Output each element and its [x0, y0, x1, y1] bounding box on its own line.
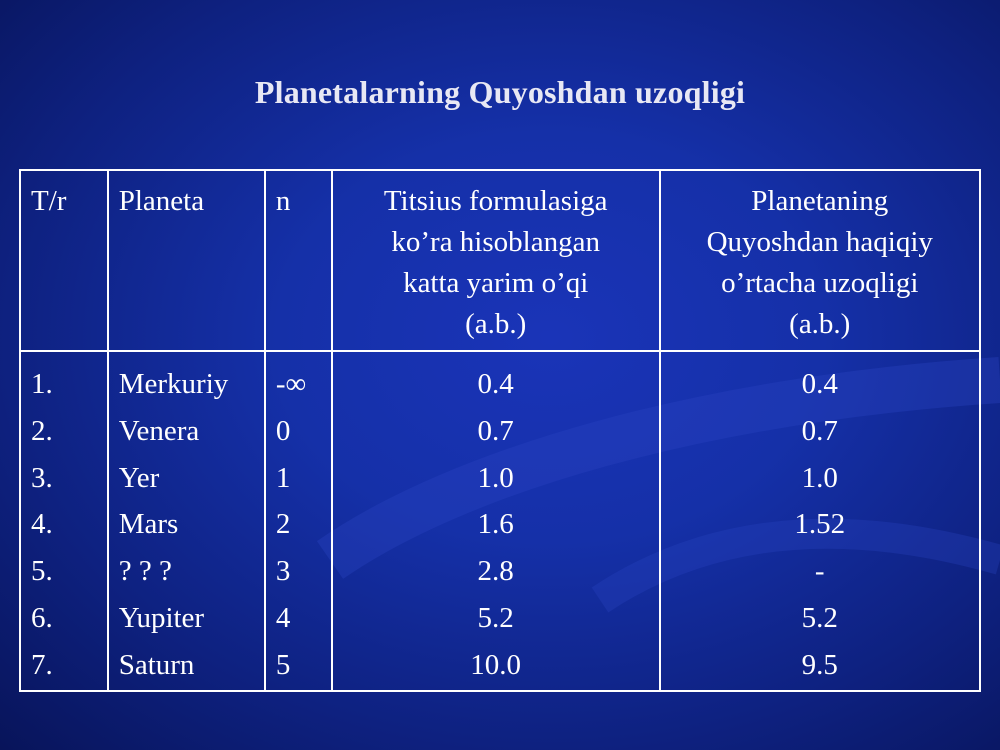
tr-cell: 3.: [31, 461, 53, 494]
tr-cell: 7.: [31, 648, 53, 681]
planeta-cell: Yer: [118, 461, 160, 494]
haqiqiy-cell: 0.7: [801, 414, 838, 447]
header-haqiqiy-line: (a.b.): [789, 308, 851, 340]
haqiqiy-cell: 1.0: [801, 461, 838, 494]
tr-cell: 4.: [31, 508, 53, 541]
header-haqiqiy-line: o’rtacha uzoqligi: [721, 267, 919, 299]
haqiqiy-cell: -: [814, 555, 825, 588]
planet-distance-table: [19, 169, 981, 692]
n-cell: 2: [275, 508, 291, 541]
planeta-cell: Merkuriy: [118, 368, 229, 400]
titsius-cell: 1.0: [477, 461, 514, 494]
slide-title: Planetalarning Quyoshdan uzoqligi: [254, 74, 746, 110]
header-titsius-line: katta yarim o’qi: [403, 267, 589, 299]
titsius-cell: 5.2: [477, 601, 514, 634]
header-tr: T/r: [20, 170, 108, 351]
tr-cell: 5.: [31, 555, 53, 588]
column-titsius: [332, 351, 660, 691]
planeta-cell: Saturn: [118, 648, 195, 681]
column-tr: [20, 351, 108, 691]
n-cell: 1: [275, 461, 291, 494]
header-haqiqiy-line: Quyoshdan haqiqiy: [706, 226, 933, 258]
titsius-cell: 1.6: [477, 508, 514, 541]
n-cell: -∞: [275, 368, 307, 400]
header-titsius-line: ko’ra hisoblangan: [391, 226, 600, 258]
header-titsius-line: (a.b.): [465, 308, 527, 340]
n-cell: 0: [275, 414, 291, 447]
n-cell: 4: [275, 601, 291, 634]
n-cell: 3: [275, 555, 291, 588]
table-body-row: [20, 351, 980, 691]
titsius-cell: 0.7: [477, 414, 514, 447]
column-n: [265, 351, 332, 691]
titsius-cell: 2.8: [477, 555, 514, 588]
table-header-row: [20, 170, 980, 351]
haqiqiy-cell: 1.52: [794, 508, 846, 541]
header-titsius-line: Titsius formulasiga: [383, 185, 608, 217]
tr-cell: 1.: [31, 368, 53, 400]
titsius-cell: 10.0: [470, 648, 522, 681]
haqiqiy-cell: 0.4: [801, 368, 838, 400]
titsius-cell: 0.4: [477, 368, 514, 400]
n-cell: 5: [275, 648, 291, 681]
tr-cell: 2.: [31, 414, 53, 447]
planeta-cell: Mars: [118, 508, 179, 541]
haqiqiy-cell: 9.5: [801, 648, 838, 681]
planeta-cell: Venera: [118, 414, 200, 447]
tr-cell: 6.: [31, 601, 53, 634]
column-haqiqiy: [660, 351, 981, 691]
header-planeta: Planeta: [108, 170, 265, 351]
planeta-cell: Yupiter: [118, 601, 205, 634]
planeta-cell: ? ? ?: [118, 555, 172, 588]
header-titsius: [332, 170, 660, 351]
header-haqiqiy: [660, 170, 981, 351]
column-planeta: [108, 351, 265, 691]
header-n: n: [265, 170, 332, 351]
header-haqiqiy-line: Planetaning: [751, 185, 889, 217]
haqiqiy-cell: 5.2: [801, 601, 838, 634]
